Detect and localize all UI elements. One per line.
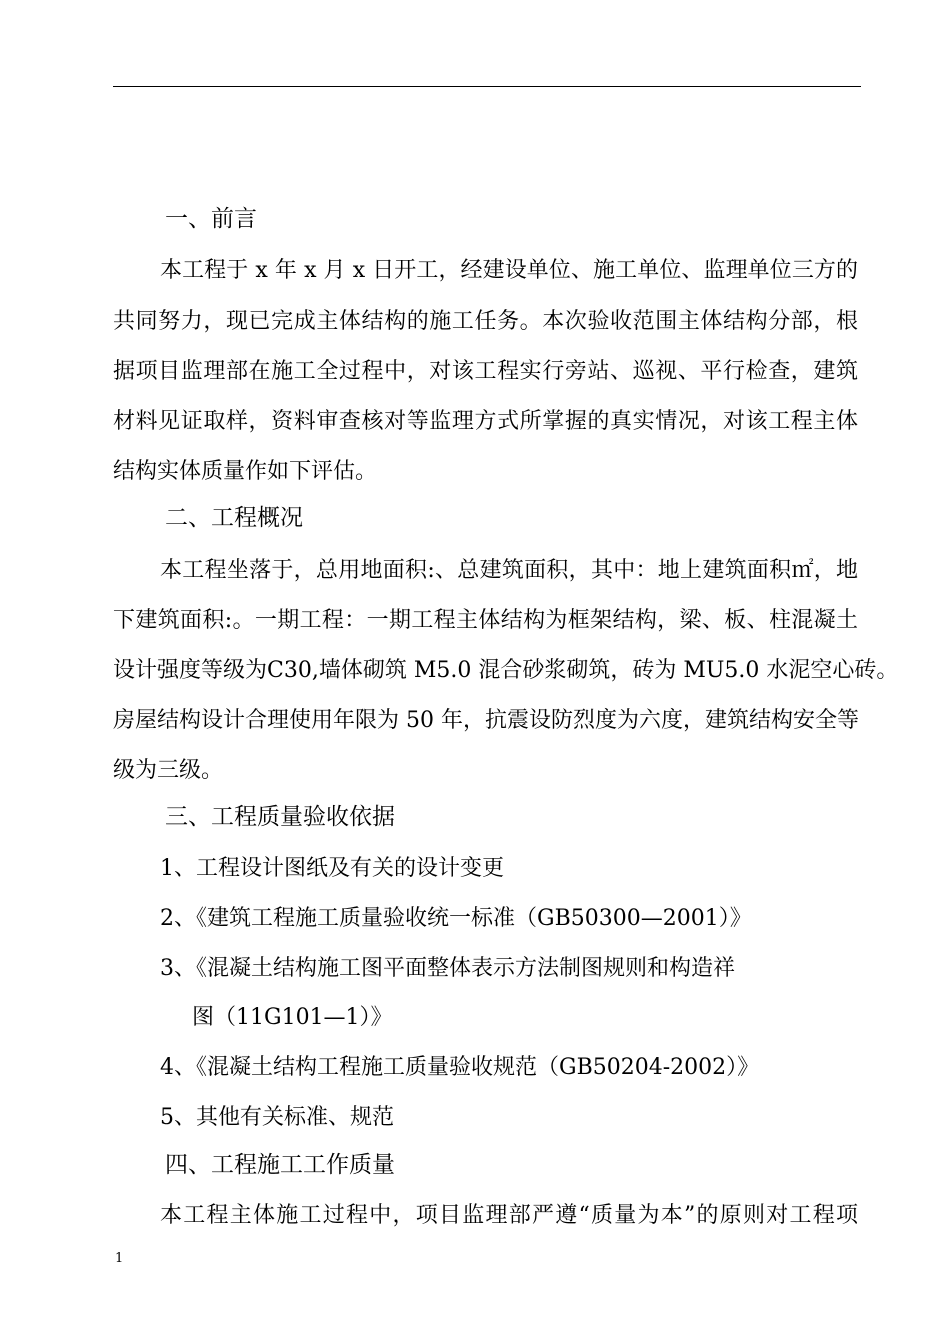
list-item: 2、《建筑工程施工质量验收统一标准（GB50300—2001）》 [160,906,752,931]
list-item: 5、其他有关标准、规范 [160,1105,394,1130]
paragraph-line: 本工程于 x 年 x 月 x 日开工，经建设单位、施工单位、监理单位三方的 [160,258,858,283]
list-item: 1、工程设计图纸及有关的设计变更 [160,856,504,881]
paragraph-line: 据项目监理部在施工全过程中，对该工程实行旁站、巡视、平行检查，建筑 [113,359,858,384]
list-item-continuation: 图（11G101—1）》 [192,1005,393,1030]
list-item: 3、《混凝土结构施工图平面整体表示方法制图规则和构造祥 [160,956,735,981]
paragraph-line: 房屋结构设计合理使用年限为 50 年，抗震设防烈度为六度，建筑结构安全等 [113,708,859,733]
paragraph-line: 设计强度等级为C30,墙体砌筑 M5.0 混合砂浆砌筑，砖为 MU5.0 水泥空心砖。 [113,658,899,683]
list-item: 4、《混凝土结构工程施工质量验收规范（GB50204-2002）》 [160,1055,760,1080]
page-number: 1 [115,1251,124,1266]
paragraph-line: 结构实体质量作如下评估。 [113,459,378,484]
section-heading-work-quality: 四、工程施工工作质量 [165,1152,395,1178]
paragraph-line: 本工程主体施工过程中，项目监理部严遵“质量为本”的原则对工程项 [160,1203,858,1228]
paragraph-line: 共同努力，现已完成主体结构的施工任务。本次验收范围主体结构分部，根 [113,309,858,334]
paragraph-line: 材料见证取样，资料审查核对等监理方式所掌握的真实情况，对该工程主体 [113,409,858,434]
paragraph-line: 下建筑面积:。一期工程：一期工程主体结构为框架结构，梁、板、柱混凝土 [113,608,858,633]
paragraph-line: 本工程坐落于，总用地面积:、总建筑面积，其中：地上建筑面积㎡，地 [160,558,858,583]
section-heading-overview: 二、工程概况 [165,505,303,531]
paragraph-line: 级为三级。 [113,758,224,783]
header-rule [113,86,861,87]
section-heading-basis: 三、工程质量验收依据 [165,804,395,830]
section-heading-preface: 一、前言 [165,206,257,232]
